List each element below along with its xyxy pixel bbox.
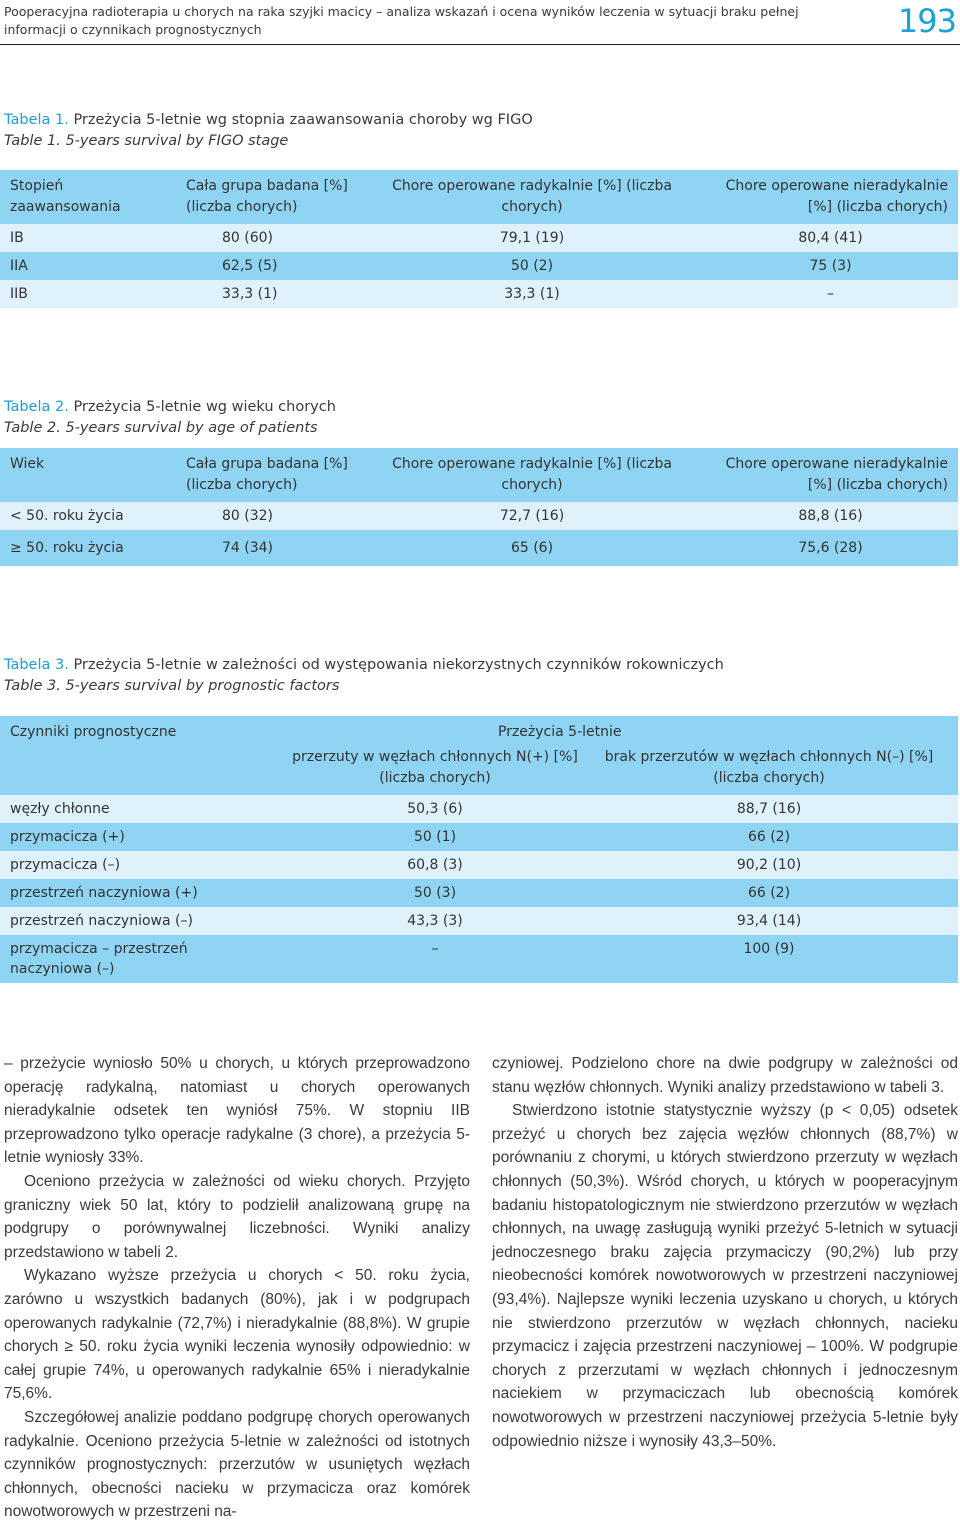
table3-header-empty <box>0 743 290 795</box>
table-row <box>0 252 958 280</box>
table1-header-nonradical: Chore operowane nieradykalnie [%] (liczba chorych) <box>725 178 948 215</box>
table-cell: 66 (2) <box>747 885 791 901</box>
table-cell: 79,1 (19) <box>499 230 565 246</box>
table2-label-en: Table 2. <box>4 420 61 436</box>
table-cell: 50 (3) <box>413 885 457 901</box>
body-paragraph: czyniowej. Podzielono chore na dwie podgrupy w zależności od stanu węzłów chłonnych. Wyniki analizy przedstawiono w tabeli 3. <box>492 1055 958 1096</box>
table-cell: przymacicza (+) <box>10 829 125 845</box>
table3-header-nplus: przerzuty w węzłach chłonnych N(+) [%] (liczba chorych) <box>292 749 578 786</box>
table-cell: 33,3 (1) <box>222 286 278 302</box>
table1-label-pl: Tabela 1. <box>4 112 69 128</box>
table-row <box>0 530 958 566</box>
table-cell: IB <box>10 230 24 246</box>
table1-header-stage: Stopień zaawansowania <box>10 178 121 215</box>
table-cell: 90,2 (10) <box>736 857 802 873</box>
table-cell: – <box>827 286 834 302</box>
table-cell: przestrzeń naczyniowa (–) <box>10 913 193 929</box>
table-cell: 80 (32) <box>222 508 274 524</box>
table-cell: 50 (2) <box>510 258 554 274</box>
page-number: 193 <box>897 2 956 40</box>
table-cell: 93,4 (14) <box>736 913 802 929</box>
table1 <box>0 170 958 308</box>
table2-caption-pl <box>4 397 336 417</box>
table2-header-radical: Chore operowane radykalnie [%] (liczba chorych) <box>392 456 672 493</box>
table2-header-row <box>0 448 958 502</box>
table-cell: przymacicza – przestrzeń naczyniowa (–) <box>10 941 188 977</box>
table-cell: 72,7 (16) <box>499 508 565 524</box>
body-paragraph: Stwierdzono istotnie statystycznie wyższy (p < 0,05) odsetek przeżyć u chorych bez zajęcia węzłów chłonnych (88,7%) w porównaniu z chorymi, u których stwierdzono przerzuty w węzłach chłonnych (50,3%). Wśród chorych, u których w pooperacyjnym badaniu histopatologicznym nie stwierdzono przerzutów w węzłach chłonnych, na uwagę zasługują wyniki przeżyć 5-letnich w sytuacji jednoczesnego braku zajęcia przymaciczy (90,2%) lub przy nieobecności komórek nowotworowych w przestrzeni naczyniowej (93,4%). Najlepsze wyniki leczenia uzyskano u chorych, u których nie stwierdzono przerzutów w węzłach chłonnych, nacieku przymacicz i zajęcia przestrzeni naczyniowej – 100%. W podgrupie chorych z przerzutami w węzłach chłonnych i jednoczesnym naciekiem w przymaciczach lub obecnością komórek nowotworowych w przestrzeni naczyniowej przeżycia 5-letnie były odpowiednio niższe i wynosiły 43,3–50%. <box>492 1102 958 1450</box>
table2-label-pl: Tabela 2. <box>4 399 69 415</box>
table-cell: IIA <box>10 258 28 274</box>
table1-label-en: Table 1. <box>4 133 61 149</box>
table-cell: 43,3 (3) <box>407 913 463 929</box>
table-cell: – <box>431 941 439 957</box>
table-cell: 50,3 (6) <box>407 801 463 817</box>
table-cell: ≥ 50. roku życia <box>10 540 124 556</box>
table2 <box>0 448 958 566</box>
table3-header-survival: Przeżycia 5-letnie <box>498 724 622 740</box>
table-row <box>0 502 958 530</box>
body-column-left <box>4 1052 470 1524</box>
table1-title-en: 5-years survival by FIGO stage <box>65 133 289 149</box>
body-paragraph: – przeżycie wyniosło 50% u chorych, u których przeprowadzono operację radykalną, natomiast u chorych operowanych nieradykalnie odsetek ten wyniósł 75%. W stopniu IIB przeprowadzono tylko operacje radykalne (3 chore), a przeżycia 5-letnie wyniosły 33%. <box>4 1055 470 1167</box>
table2-caption-en <box>4 418 318 438</box>
running-header <box>0 0 960 46</box>
table-cell: 50 (1) <box>413 829 457 845</box>
table1-caption-en <box>4 131 288 151</box>
table2-title-pl: Przeżycia 5-letnie wg wieku chorych <box>73 399 336 415</box>
table-cell: 60,8 (3) <box>407 857 463 873</box>
table-row <box>0 935 958 983</box>
table3-header-row-1 <box>0 716 958 743</box>
body-paragraph: Oceniono przeżycia w zależności od wieku chorych. Przyjęto graniczny wiek 50 lat, który to podzielił analizowaną grupę na podgrupy o porównywalnej liczebności. Wyniki analizy przedstawiono w tabeli 2. <box>4 1172 470 1261</box>
table1-header-all: Cała grupa badana [%] (liczba chorych) <box>186 178 348 215</box>
table2-header-age: Wiek <box>10 456 45 472</box>
table-cell: 80,4 (41) <box>798 230 863 246</box>
table3-title-pl: Przeżycia 5-letnie w zależności od występowania niekorzystnych czynników rokowniczych <box>73 657 724 673</box>
table-row <box>0 907 958 935</box>
table-cell: < 50. roku życia <box>10 508 124 524</box>
table1-header-radical: Chore operowane radykalnie [%] (liczba chorych) <box>392 178 672 215</box>
table-cell: 33,3 (1) <box>504 286 560 302</box>
table3-label-pl: Tabela 3. <box>4 657 69 673</box>
table-cell: 75 (3) <box>809 258 852 274</box>
table-cell: 80 (60) <box>222 230 274 246</box>
table-cell: 65 (6) <box>510 540 554 556</box>
table3-label-en: Table 3. <box>4 678 61 694</box>
table1-title-pl: Przeżycia 5-letnie wg stopnia zaawansowania choroby wg FIGO <box>73 112 533 128</box>
body-paragraph: Wykazano wyższe przeżycia u chorych < 50. roku życia, zarówno u wszystkich badanych (80%), jak i w podgrupach operowanych radykalnie (72,7%) i nieradykalnie (88,8%). W grupie chorych ≥ 50. roku życia wyniki leczenia wynosiły odpowiednio: w całej grupie 74%, u operowanych radykalnie 65% i nieradykalnie 75,6%. <box>4 1267 470 1403</box>
table-cell: 62,5 (5) <box>222 258 278 274</box>
table1-header-row <box>0 170 958 224</box>
table-cell: przestrzeń naczyniowa (+) <box>10 885 198 901</box>
table-row <box>0 879 958 907</box>
table-cell: 88,8 (16) <box>798 508 863 524</box>
table-cell: 75,6 (28) <box>798 540 863 556</box>
table3-caption-en <box>4 676 339 696</box>
table3-caption-pl <box>4 655 724 675</box>
table1-caption-pl <box>4 110 533 130</box>
table3-header-nminus: brak przerzutów w węzłach chłonnych N(–) [%] (liczba chorych) <box>604 749 934 786</box>
table-cell: IIB <box>10 286 28 302</box>
table-cell: 88,7 (16) <box>736 801 802 817</box>
table-row <box>0 280 958 308</box>
table-cell: węzły chłonne <box>10 801 110 817</box>
running-title: Pooperacyjna radioterapia u chorych na raka szyjki macicy – analiza wskazań i ocena wyników leczenia w sytuacji braku pełnej informacji o czynnikach prognostycznych <box>4 4 799 37</box>
table2-header-nonradical: Chore operowane nieradykalnie [%] (liczba chorych) <box>725 456 948 493</box>
table-row <box>0 224 958 252</box>
table3-header-row-2 <box>0 743 958 795</box>
table-row <box>0 851 958 879</box>
table2-header-all: Cała grupa badana [%] (liczba chorych) <box>186 456 348 493</box>
body-column-right <box>492 1052 958 1453</box>
header-divider <box>0 44 960 45</box>
table3 <box>0 716 958 983</box>
table-row <box>0 823 958 851</box>
table-cell: 66 (2) <box>747 829 791 845</box>
table-cell: 100 (9) <box>743 941 795 957</box>
table3-header-factors: Czynniki prognostyczne <box>10 724 177 740</box>
table-row <box>0 795 958 823</box>
table3-title-en: 5-years survival by prognostic factors <box>65 678 340 694</box>
body-paragraph: Szczegółowej analizie poddano podgrupę chorych operowanych radykalnie. Oceniono przeżycia 5-letnie w zależności od istotnych czynników prognostycznych: przerzutów w usuniętych węzłach chłonnych, obecności nacieku w przymacicza oraz komórek nowotworowych w przestrzeni na- <box>4 1408 470 1521</box>
table-cell: przymacicza (–) <box>10 857 121 873</box>
table-cell: 74 (34) <box>222 540 274 556</box>
table2-title-en: 5-years survival by age of patients <box>65 420 318 436</box>
